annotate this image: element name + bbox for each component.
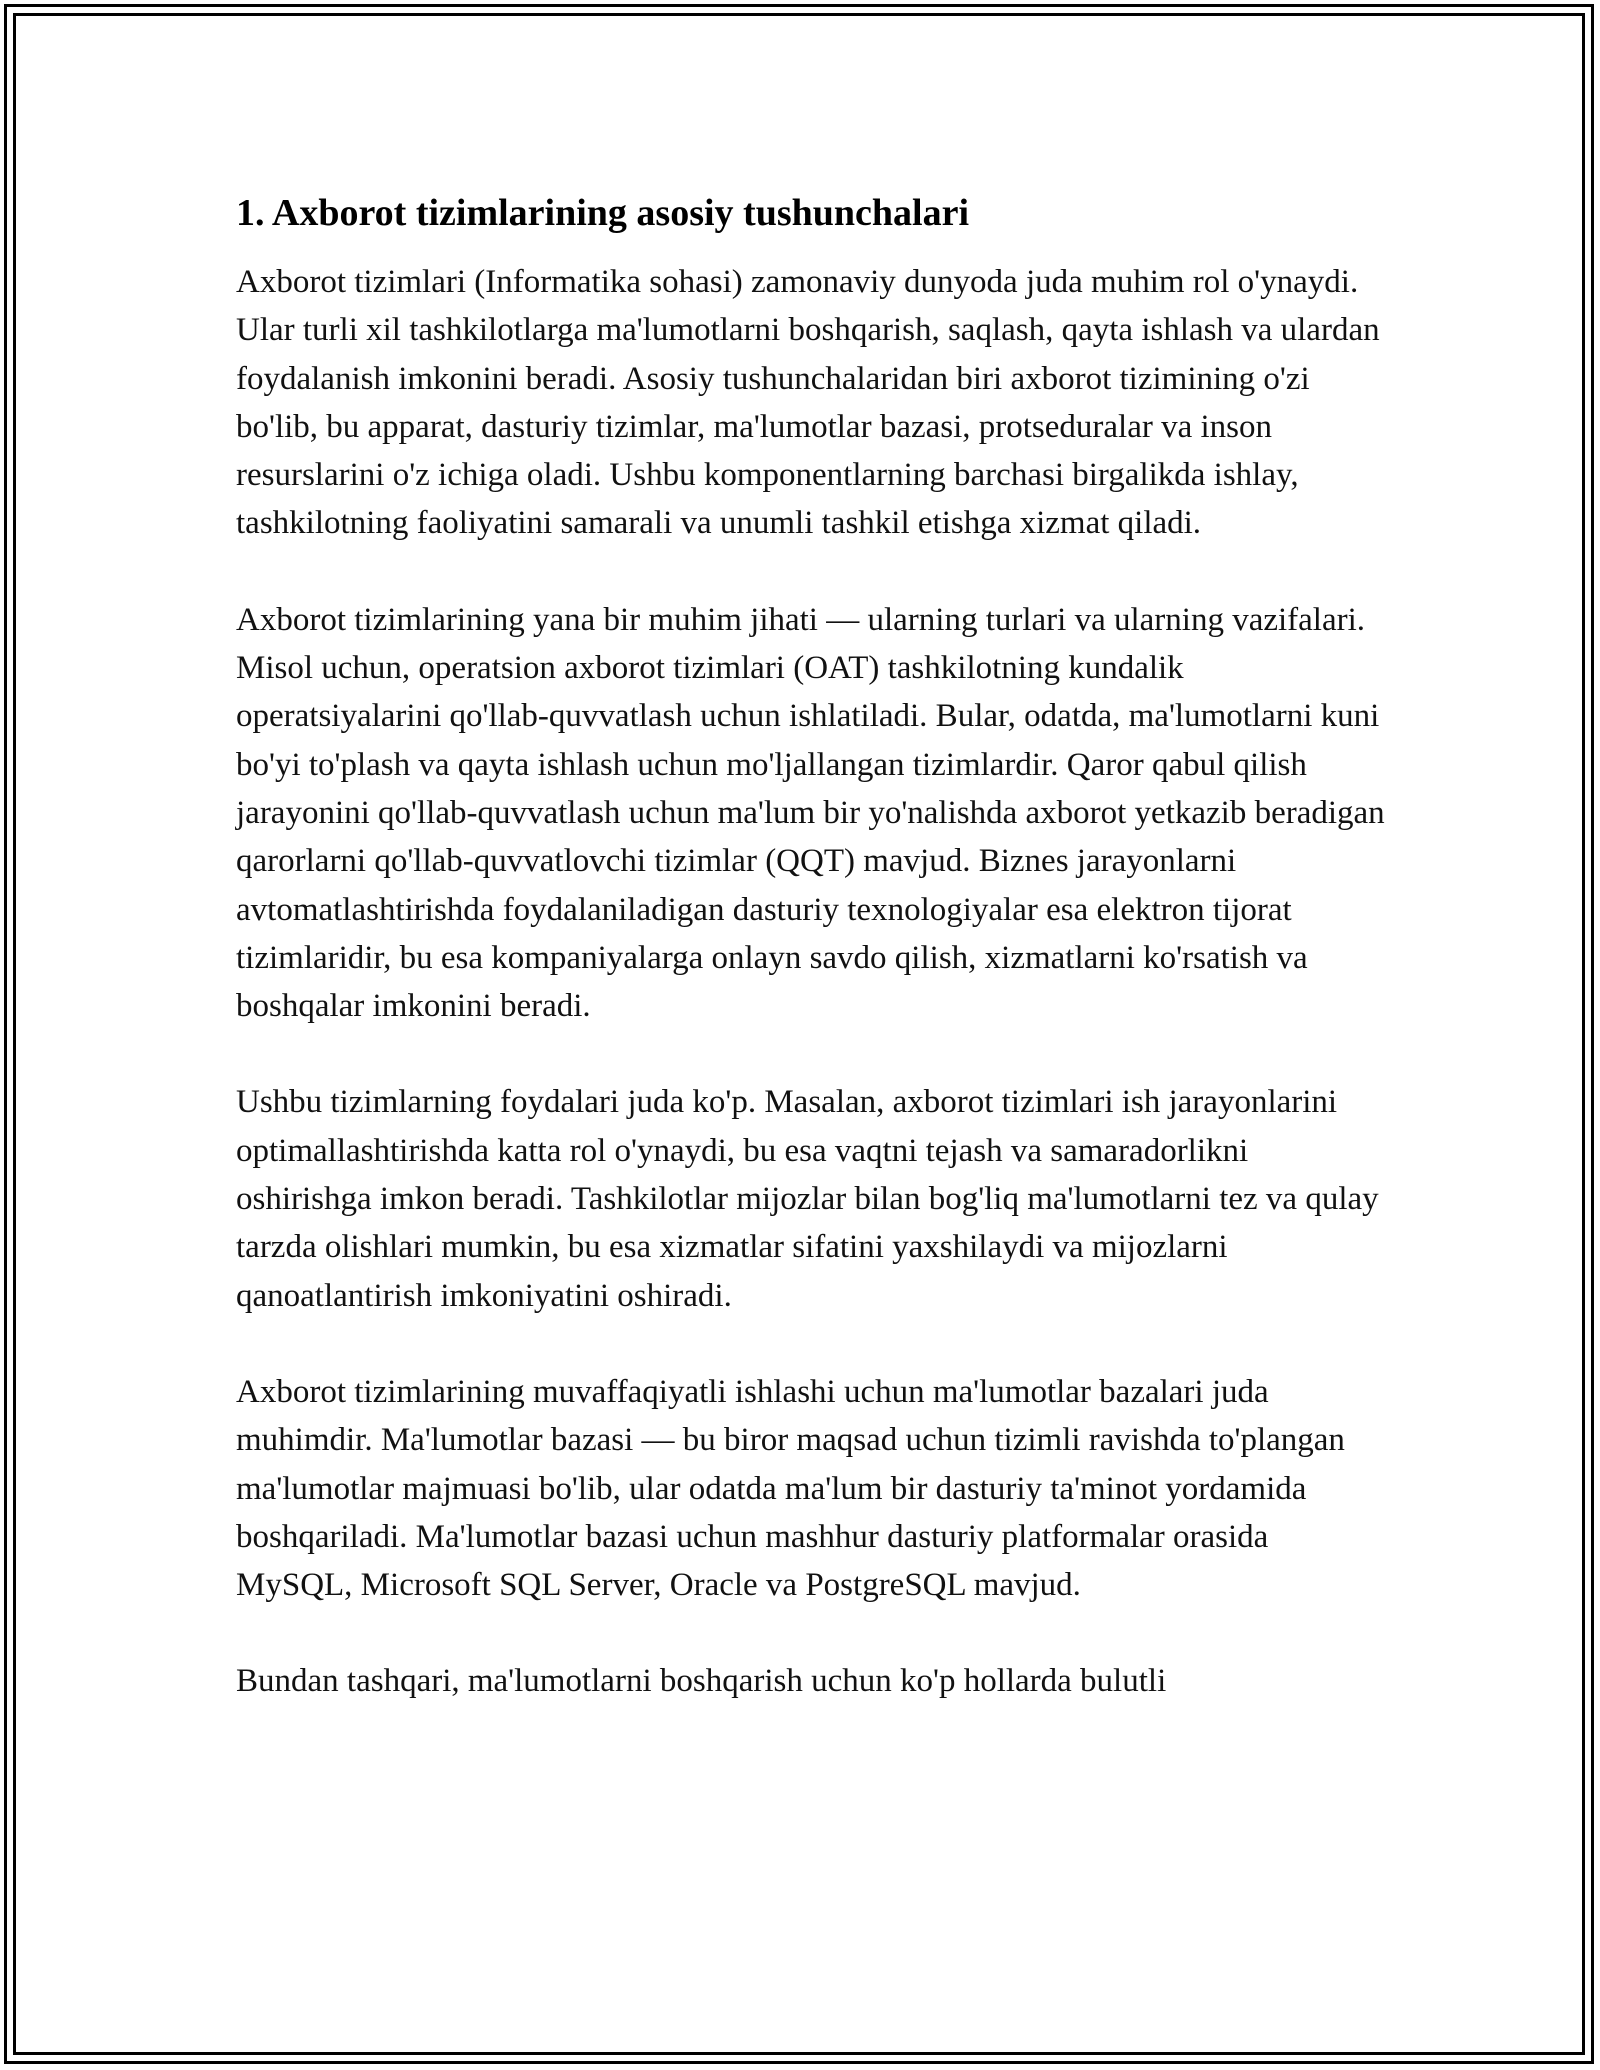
document-body [236,186,1386,1754]
section-heading: 1. Axborot tizimlarining asosiy tushunchalari [236,192,970,234]
paragraph-intro: Axborot tizimlari (Informatika sohasi) zamonaviy dunyoda juda muhim rol o'ynaydi. Ular turli xil tashkilotlarga ma'lumotlarni boshqarish, saqlash, qayta ishlash va ulardan foydalanish imkonini beradi. Asosiy tushunchalaridan biri axborot tizimining o'zi bo'lib, bu apparat, dasturiy tizimlar, ma'lumotlar bazasi, protseduralar va inson resurslarini o'z ichiga oladi. Ushbu komponentlarning barchasi birgalikda ishlay, tashkilotning faoliyatini samarali va unumli tashkil etishga xizmat qiladi. [236,264,1380,542]
paragraph-benefits: Ushbu tizimlarning foydalari juda ko'p. Masalan, axborot tizimlari ish jarayonlarini optimallashtirishda katta rol o'ynaydi, bu esa vaqtni tejash va samaradorlikni oshirishga imkon beradi. Tashkilotlar mijozlar bilan bog'liq ma'lumotlarni tez va qulay tarzda olishlari mumkin, bu esa xizmatlar sifatini yaxshilaydi va mijozlarni qanoatlantirish imkoniyatini oshiradi. [236,1084,1379,1314]
paragraph-databases: Axborot tizimlarining muvaffaqiyatli ishlashi uchun ma'lumotlar bazalari juda muhimdir. Ma'lumotlar bazasi — bu biror maqsad uchun tizimli ravishda to'plangan ma'lumotlar majmuasi bo'lib, ular odatda ma'lum bir dasturiy ta'minot yordamida boshqariladi. Ma'lumotlar bazasi uchun mashhur dasturiy platformalar orasida MySQL, Microsoft SQL Server, Oracle va PostgreSQL mavjud. [236,1373,1345,1604]
paragraph-cloud: Bundan tashqari, ma'lumotlarni boshqarish uchun ko'p hollarda bulutli [236,1663,1167,1700]
paragraph-types: Axborot tizimlarining yana bir muhim jihati — ularning turlari va ularning vazifalari. Misol uchun, operatsion axborot tizimlari (OAT) tashkilotning kundalik operatsiyalarini qo'llab-quvvatlash uchun ishlatiladi. Bular, odatda, ma'lumotlarni kuni bo'yi to'plash va qayta ishlash uchun mo'ljallangan tizimlardir. Qaror qabul qilish jarayonini qo'llab-quvvatlash uchun ma'lum bir yo'nalishda axborot yetkazib beradigan qarorlarni qo'llab-quvvatlovchi tizimlar (QQT) mavjud. Biznes jarayonlarni avtomatlashtirishda foydalaniladigan dasturiy texnologiyalar esa elektron tijorat tizimlaridir, bu esa kompaniyalarga onlayn savdo qilish, xizmatlarni ko'rsatish va boshqalar imkonini beradi. [236,601,1385,1025]
